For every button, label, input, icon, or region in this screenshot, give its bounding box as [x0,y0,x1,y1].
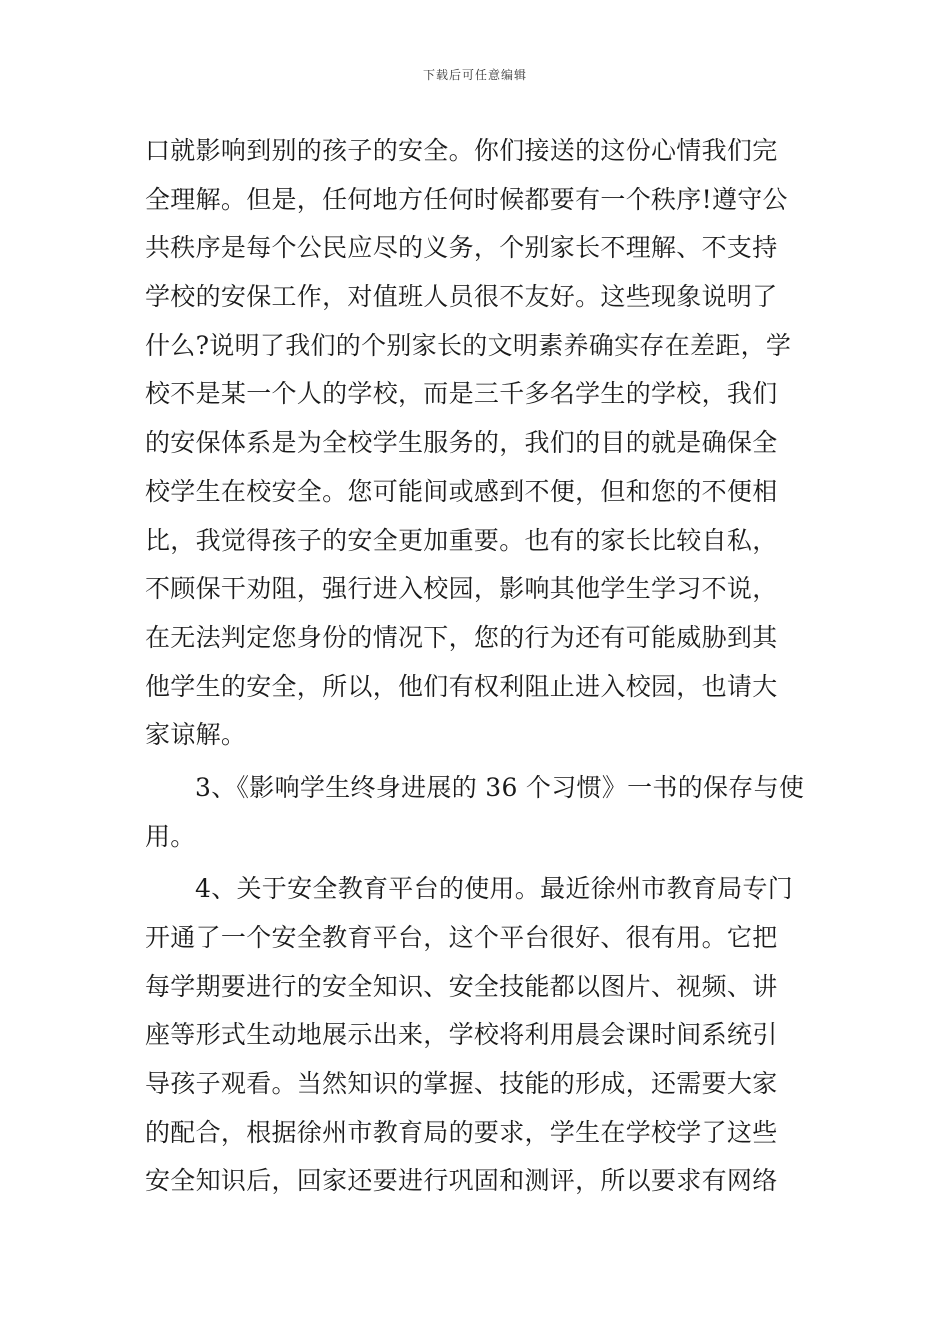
document-body [145,127,805,1206]
text-line: 共秩序是每个公民应尽的义务，个别家长不理解、不支持 [145,233,778,263]
text-line: 在无法判定您身份的情况下，您的行为还有可能威胁到其 [145,622,778,652]
text-line: 全理解。但是，任何地方任何时候都要有一个秩序!遵守公 [145,184,788,214]
text-line: 他学生的安全，所以，他们有权利阻止进入校园，也请大 [145,671,778,701]
paragraph [145,865,805,1206]
text-line: 导孩子观看。当然知识的掌握、技能的形成，还需要大家 [145,1069,778,1099]
text-line: 4、关于安全教育平台的使用。最近徐州市教育局专门 [195,874,794,904]
text-line: 的安保体系是为全校学生服务的，我们的目的就是确保全 [145,428,778,458]
text-line: 口就影响到别的孩子的安全。你们接送的这份心情我们完 [145,136,778,165]
paragraph [145,764,805,861]
text-line: 家谅解。 [145,720,247,750]
text-line: 的配合，根据徐州市教育局的要求，学生在学校学了这些 [145,1117,778,1147]
text-line: 安全知识后，回家还要进行巩固和测评，所以要求有网络 [145,1166,778,1196]
text-line: 3、《影响学生终身进展的 36 个习惯》一书的保存与使 [195,772,805,802]
text-line: 用。 [145,821,196,851]
text-line: 校不是某一个人的学校，而是三千多名学生的学校，我们 [145,379,778,409]
text-line: 比，我觉得孩子的安全更加重要。也有的家长比较自私， [145,525,778,555]
text-line: 座等形式生动地展示出来，学校将利用晨会课时间系统引 [145,1020,778,1050]
text-line: 校学生在校安全。您可能间或感到不便，但和您的不便相 [145,476,778,506]
text-line: 什么?说明了我们的个别家长的文明素养确实存在差距，学 [145,330,792,360]
text-line: 每学期要进行的安全知识、安全技能都以图片、视频、讲 [145,971,778,1001]
page-header: 下载后可任意编辑 [422,68,527,82]
paragraph [145,127,805,760]
text-line: 学校的安保工作，对值班人员很不友好。这些现象说明了 [145,282,778,312]
text-line: 开通了一个安全教育平台，这个平台很好、很有用。它把 [145,923,778,952]
text-line: 不顾保干劝阻，强行进入校园，影响其他学生学习不说， [145,574,778,604]
